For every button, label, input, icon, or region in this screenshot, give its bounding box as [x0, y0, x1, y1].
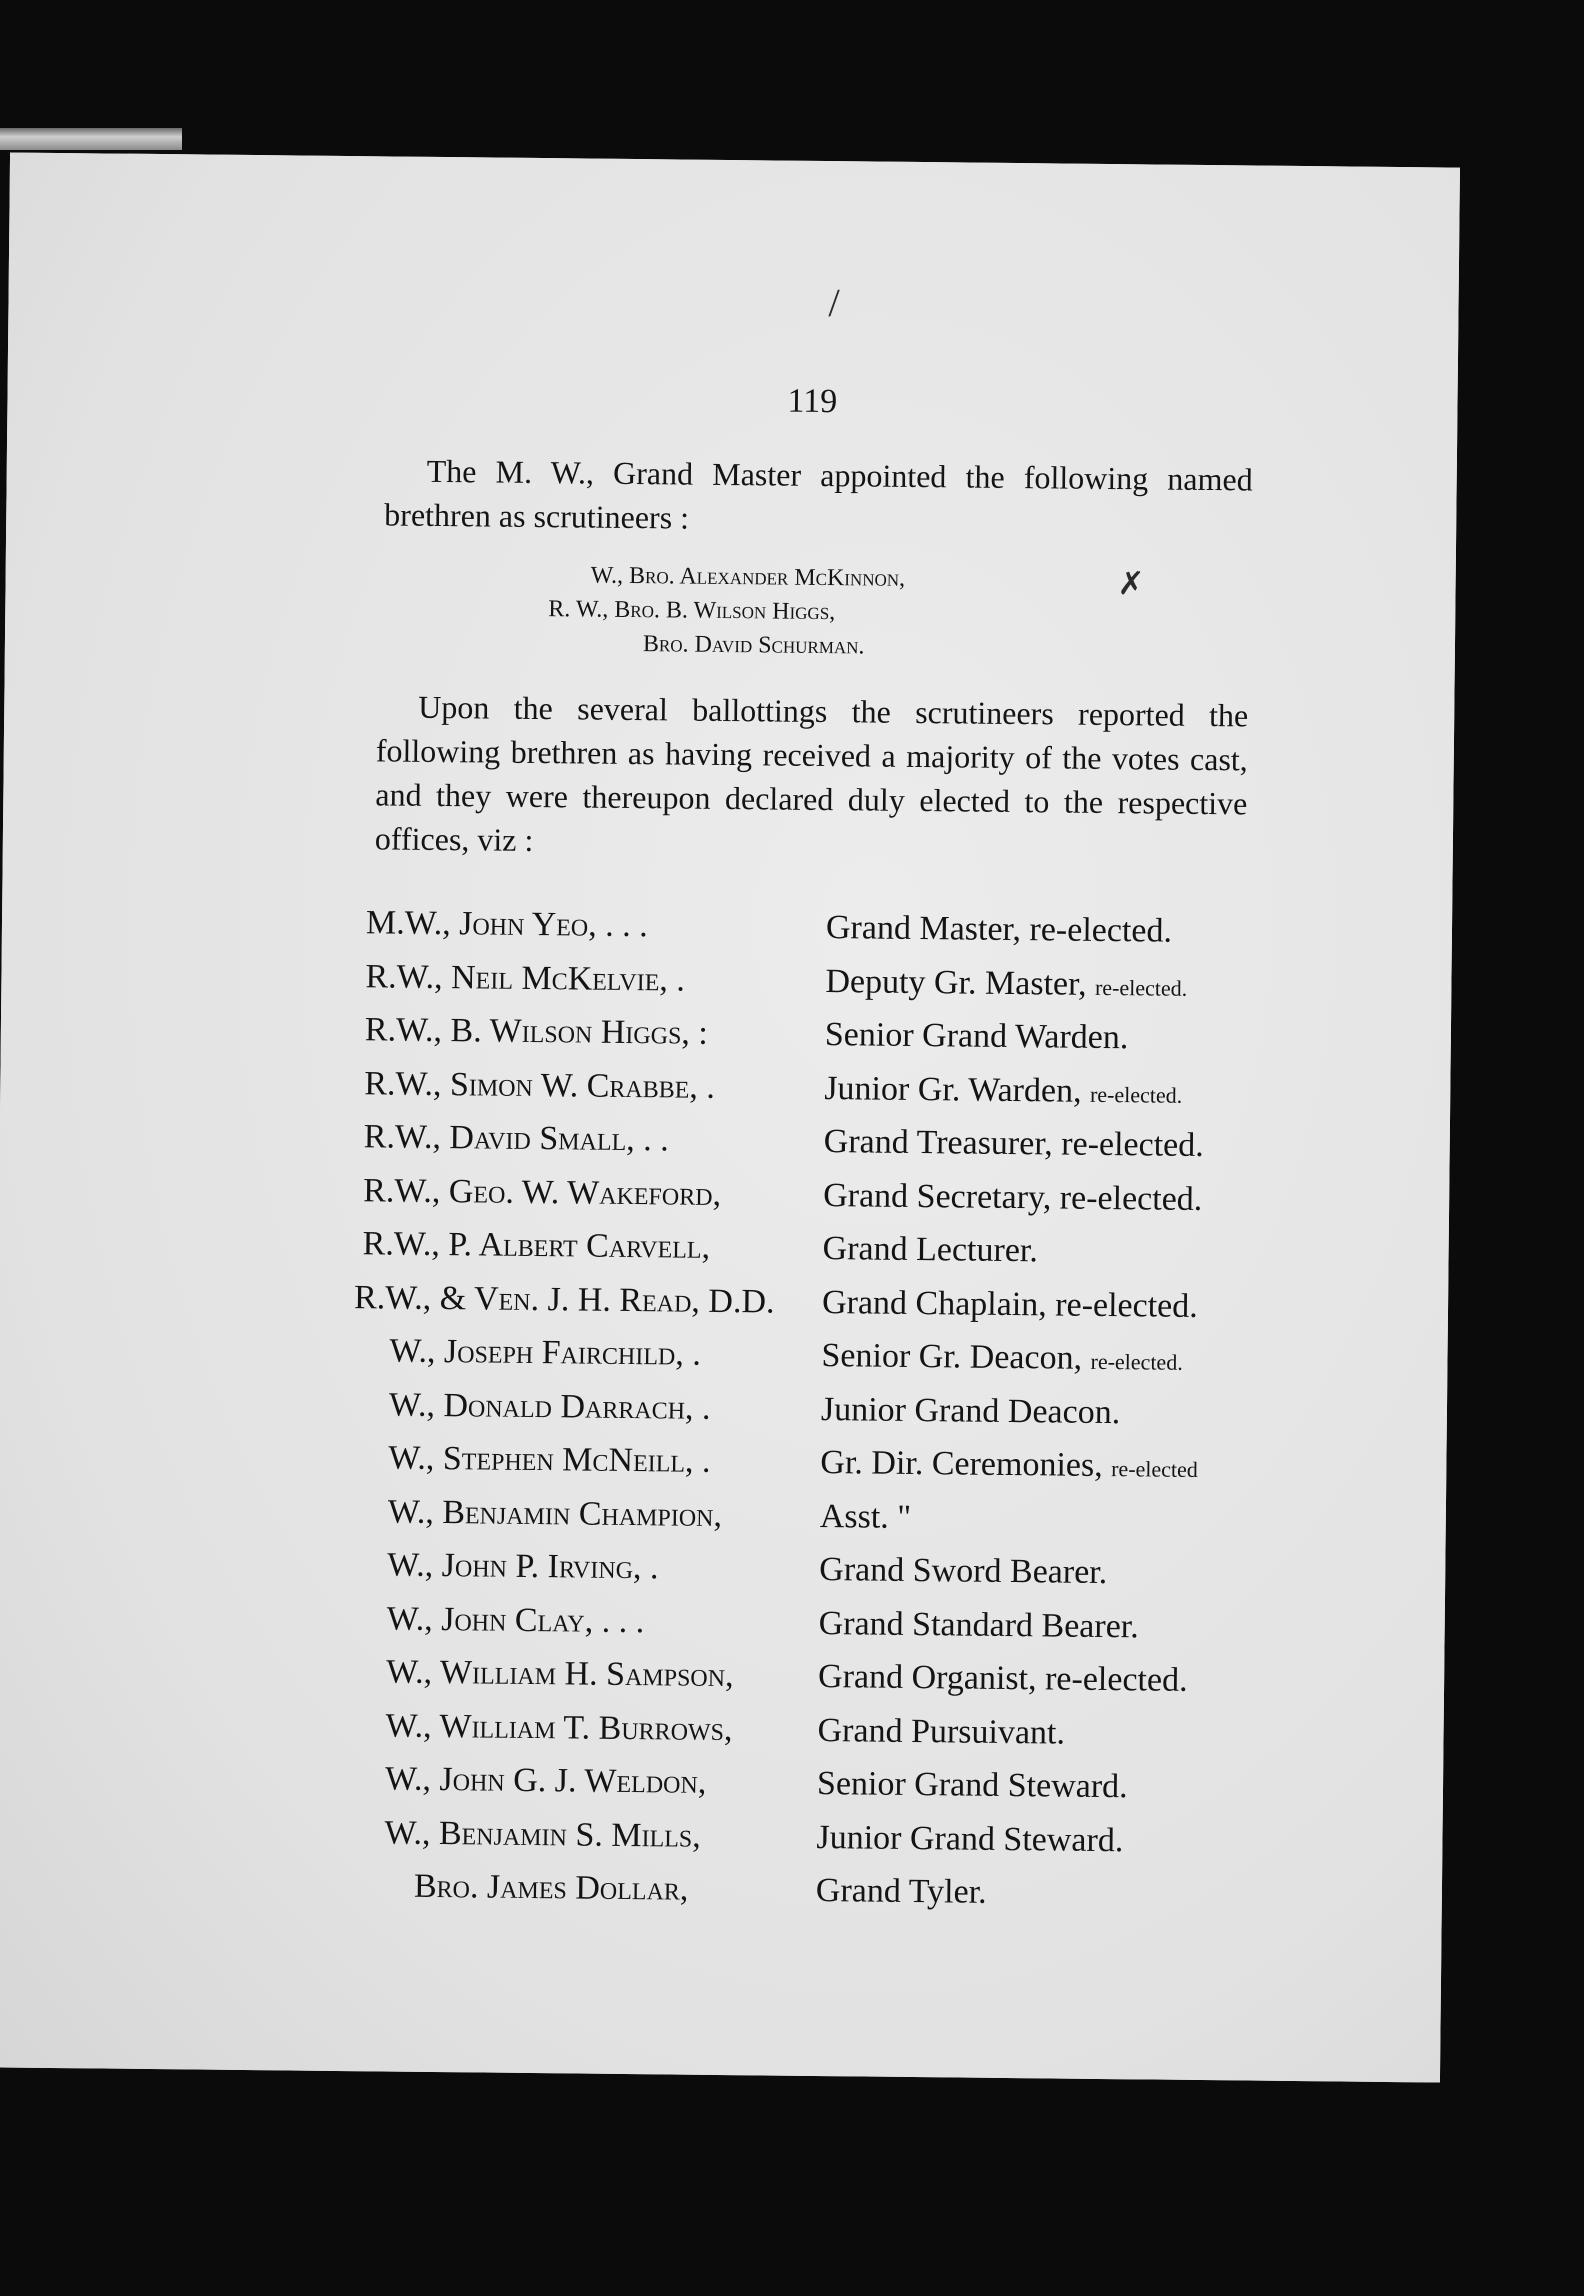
officer-office: Senior Grand Steward. — [816, 1765, 1128, 1806]
officer-row — [362, 1217, 1263, 1280]
officer-office: Asst. " — [819, 1497, 912, 1536]
officer-name: Bro. James Dollar, — [413, 1867, 689, 1908]
scrutineer-1: W., Bro. Alexander McKinnon, — [590, 562, 906, 592]
officer-office: Grand Organist, re-elected. — [817, 1658, 1188, 1699]
document-page — [0, 152, 1460, 2082]
officer-row — [356, 1806, 1257, 1869]
officer-row — [358, 1645, 1259, 1708]
officer-office: Grand Pursuivant. — [817, 1711, 1066, 1752]
pencil-mark: / — [828, 280, 840, 326]
officer-row — [359, 1538, 1260, 1601]
officer-name: W., John Clay, . . . — [386, 1599, 645, 1640]
pencil-mark: ✗ — [1117, 565, 1145, 602]
page-number: 119 — [787, 382, 838, 421]
officer-office: Grand Sword Bearer. — [819, 1551, 1108, 1592]
officer-name: W., Benjamin S. Mills, — [384, 1813, 701, 1855]
officer-office: Junior Gr. Warden, re-elected. — [824, 1069, 1183, 1110]
officer-office: Grand Treasurer, re-elected. — [823, 1123, 1204, 1165]
officer-office: Grand Lecturer. — [822, 1230, 1039, 1270]
officer-office: Grand Tyler. — [815, 1871, 987, 1911]
officer-name: W., Joseph Fairchild, . — [389, 1332, 702, 1373]
officer-office: Deputy Gr. Master, re-elected. — [825, 962, 1188, 1003]
officer-office: Senior Grand Warden. — [824, 1016, 1129, 1057]
officer-row — [361, 1324, 1262, 1387]
scrutineer-3: Bro. David Schurman. — [642, 631, 865, 660]
officer-office: Senior Gr. Deacon, re-elected. — [821, 1337, 1183, 1377]
officer-office: Grand Master, re-elected. — [825, 909, 1173, 950]
officer-name: R.W., Geo. W. Wakeford, — [363, 1171, 722, 1213]
officer-name: R.W., David Small, . . — [363, 1118, 669, 1159]
officer-name: W., Stephen McNeill, . — [388, 1439, 711, 1480]
officer-name: R.W., B. Wilson Higgs, : — [364, 1011, 709, 1052]
officer-office: Junior Grand Deacon. — [820, 1390, 1121, 1431]
officer-row — [358, 1592, 1259, 1655]
officer-name: R.W., Neil McKelvie, . — [365, 957, 686, 999]
officer-row — [356, 1859, 1257, 1922]
scrutineer-2: R. W., Bro. B. Wilson Higgs, — [548, 596, 836, 626]
officer-name: R.W., P. Albert Carvell, — [362, 1225, 711, 1266]
officer-office: Grand Chaplain, re-elected. — [821, 1283, 1198, 1325]
ballot-paragraph: Upon the several ballottings the scrutineers reported the following brethren as having received a majority of the votes cast, and they were thereupon declared duly elected to the respective offices, viz : — [374, 688, 1249, 858]
officer-row — [360, 1485, 1261, 1548]
officer-row — [353, 1271, 1263, 1334]
officer-row — [364, 1057, 1265, 1120]
officer-name: W., William T. Burrows, — [385, 1706, 733, 1748]
officer-row — [360, 1431, 1261, 1494]
officer-name: W., Benjamin Champion, — [387, 1492, 723, 1534]
officer-name: R.W., & Ven. J. H. Read, D.D. — [353, 1278, 775, 1321]
officer-office: Grand Standard Bearer. — [818, 1604, 1139, 1645]
officer-name: W., Donald Darrach, . — [388, 1385, 711, 1427]
intro-paragraph: The M. W., Grand Master appointed the following named brethren as scrutineers : — [384, 452, 1253, 536]
officer-name: W., William H. Sampson, — [385, 1653, 734, 1695]
officer-row — [365, 1003, 1266, 1066]
officer-row — [357, 1699, 1258, 1762]
officer-row — [363, 1164, 1264, 1227]
officer-row — [357, 1752, 1258, 1815]
officer-row — [365, 950, 1266, 1013]
officer-office: Junior Grand Steward. — [816, 1818, 1124, 1859]
officer-row — [361, 1378, 1262, 1441]
officer-name: R.W., Simon W. Crabbe, . — [364, 1064, 716, 1106]
officer-office: Grand Secretary, re-elected. — [822, 1176, 1203, 1218]
officer-office: Gr. Dir. Ceremonies, re-elected — [820, 1444, 1199, 1484]
officers-list — [353, 896, 1267, 1922]
page-edge — [0, 128, 182, 150]
officer-name: W., John P. Irving, . — [387, 1546, 659, 1587]
officer-name: W., John G. J. Weldon, — [384, 1760, 707, 1801]
officer-name: M.W., John Yeo, . . . — [365, 904, 648, 945]
officer-row — [366, 896, 1267, 959]
officer-row — [363, 1110, 1264, 1173]
